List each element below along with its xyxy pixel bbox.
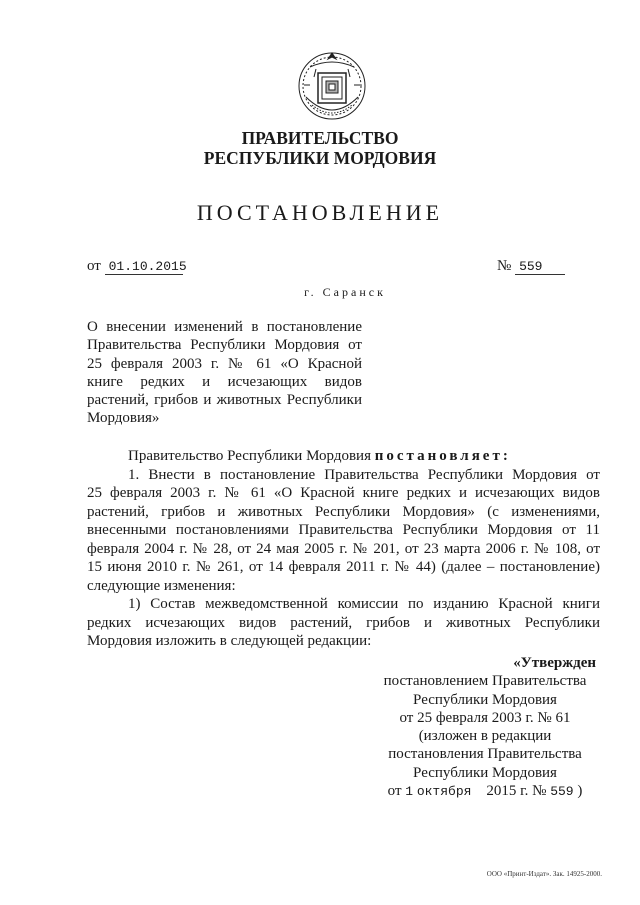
approval-number: 559	[550, 784, 574, 800]
document-subject	[87, 318, 362, 428]
subject-line: О внесении изменений в постановление	[87, 319, 362, 335]
approval-line: постановления Правительства	[388, 746, 582, 763]
document-body	[87, 447, 600, 651]
organization-name	[0, 128, 640, 168]
organization-name-line1: ПРАВИТЕЛЬСТВО	[241, 128, 399, 148]
subject-line: Правительства Республики Мордовия от	[87, 337, 362, 354]
preamble-text: Правительство Республики Мордовия	[128, 448, 371, 464]
number-prefix: №	[497, 258, 512, 274]
item1-line: следующие изменения:	[87, 577, 236, 594]
coat-of-arms-emblem	[296, 47, 368, 125]
approval-heading: «Утвержден	[513, 655, 596, 671]
subject-line: книге редких и исчезающих видов	[87, 373, 362, 390]
subject-line: Мордовия»	[87, 410, 160, 427]
date-prefix: от	[87, 258, 101, 274]
approval-line: Республики Мордовия	[413, 764, 557, 781]
approval-line: от 25 февраля 2003 г. № 61	[399, 709, 571, 726]
approval-close: )	[577, 783, 583, 800]
approval-line: Республики Мордовия	[413, 691, 557, 708]
item1-1-line: редких исчезающих видов растений, грибов и животных Республики	[87, 614, 600, 631]
item1-line: февраля 2004 г. № 28, от 24 мая 2005 г. № 201, от 23 марта 2006 г. № 108, от	[87, 540, 600, 557]
approval-date-line	[370, 782, 600, 801]
subject-line: растений, грибов и животных Республики	[87, 392, 362, 409]
approval-date-prefix: от	[387, 783, 402, 800]
document-type: ПОСТАНОВЛЕНИЕ	[196, 200, 444, 225]
item1-1-line: Мордовия изложить в следующей редакции:	[87, 633, 372, 649]
number-block	[497, 258, 565, 275]
item1-line: 25 февраля 2003 г. № 61 «О Красной книге редких и исчезающих видов	[87, 485, 600, 501]
preamble-verb: постановляет:	[374, 448, 511, 464]
approval-date-day: 1	[405, 784, 414, 800]
approval-stamp-block	[370, 654, 600, 801]
print-footer: ООО «Принт-Издат». Зак. 14925-2000.	[486, 870, 602, 878]
subject-line: 25 февраля 2003 г. № 61 «О Красной	[87, 355, 362, 372]
item1-line: растений, грибов и животных Республики Мордовия» (с изменениями,	[87, 503, 600, 520]
number-value: 559	[515, 259, 565, 275]
approval-date-month: октября	[416, 784, 472, 800]
item1-line: 1. Внести в постановление Правительства Республики Мордовия от	[128, 466, 600, 483]
item1-line: внесенными постановлениями Правительства Республики Мордовия от 11	[87, 522, 600, 538]
city: г. Саранск	[304, 285, 386, 299]
preamble	[87, 447, 600, 466]
date-value: 01.10.2015	[105, 259, 183, 275]
item1-line: 15 июня 2010 г. № 261, от 14 февраля 2011 г. № 44) (далее – постановление)	[87, 559, 600, 575]
approval-line: (изложен в редакции	[418, 728, 552, 745]
item1-1-line: 1) Состав межведомственной комиссии по изданию Красной книги	[128, 596, 600, 612]
date-block	[87, 258, 187, 275]
approval-line: постановлением Правительства	[383, 673, 587, 690]
organization-name-line2: РЕСПУБЛИКИ МОРДОВИЯ	[203, 148, 437, 168]
approval-date-year: 2015 г. №	[486, 783, 547, 800]
